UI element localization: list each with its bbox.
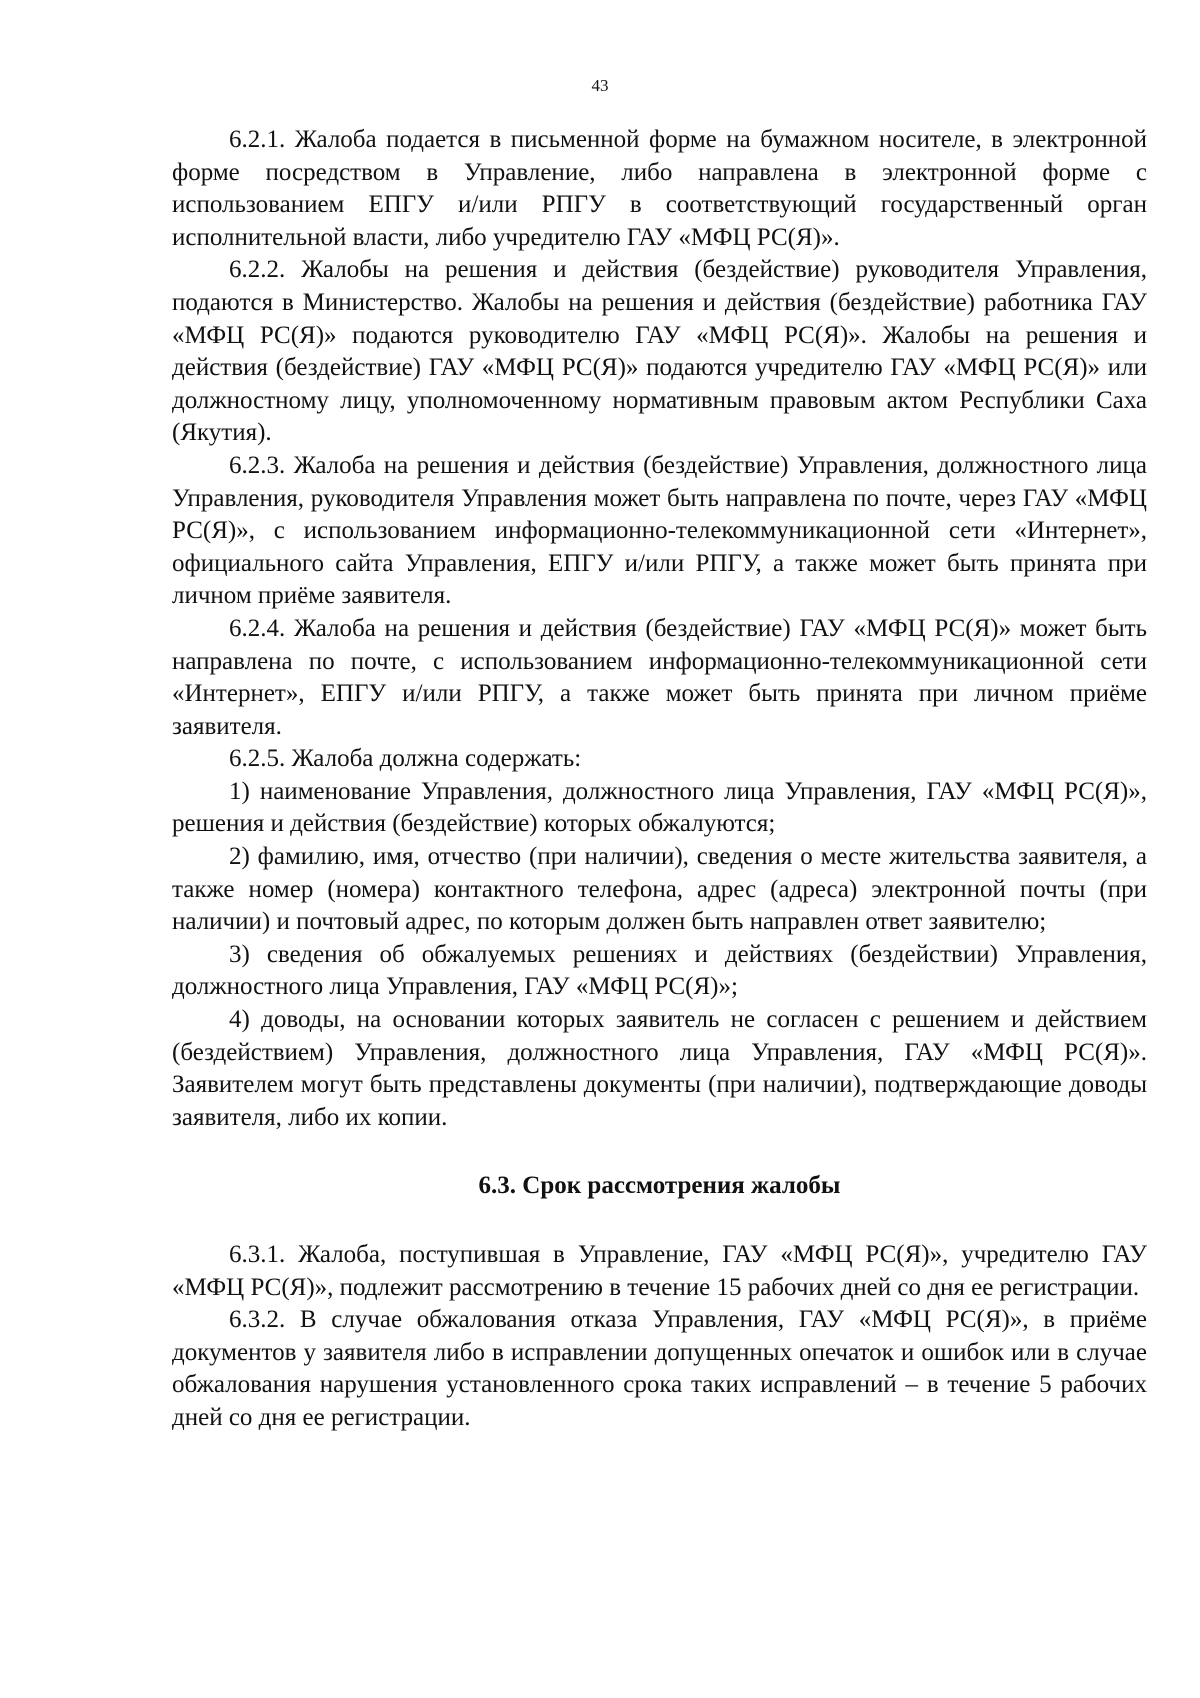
- paragraph-6-2-5: 6.2.5. Жалоба должна содержать:: [229, 745, 582, 773]
- paragraph-6-2-3: 6.2.3. Жалоба на решения и действия (бездействие) Управления, должностного лица Управления, руководителя Управления может быть направлена по почте, через ГАУ «МФЦ РС(Я)», с использованием информационно-телекоммуникационной сети «Интернет», официального сайта Управления, ЕПГУ и/или РПГУ, а также может быть принята при личном приёме заявителя.: [172, 451, 1147, 610]
- paragraph-6-2-2: 6.2.2. Жалобы на решения и действия (бездействие) руководителя Управления, подаются в Министерство. Жалобы на решения и действия (бездействие) работника ГАУ «МФЦ РС(Я)» подаются руководителю ГАУ «МФЦ РС(Я)». Жалобы на решения и действия (бездействие) ГАУ «МФЦ РС(Я)» подаются учредителю ГАУ «МФЦ РС(Я)» или должностному лицу, уполномоченному нормативным правовым актом Республики Саха (Якутия).: [172, 256, 1147, 447]
- list-item-4: 4) доводы, на основании которых заявитель не согласен с решением и действием (бездействием) Управления, должностного лица Управления, ГАУ «МФЦ РС(Я)». Заявителем могут быть представлены документы (при наличии), подтверждающие доводы заявителя, либо их копии.: [172, 1006, 1147, 1131]
- list-item-1: 1) наименование Управления, должностного лица Управления, ГАУ «МФЦ РС(Я)», решения и действия (бездействие) которых обжалуются;: [172, 777, 1147, 838]
- document-body: [172, 124, 1147, 1435]
- paragraph-6-2-4: 6.2.4. Жалоба на решения и действия (бездействие) ГАУ «МФЦ РС(Я)» может быть направлена по почте, с использованием информационно-телекоммуникационной сети «Интернет», ЕПГУ и/или РПГУ, а также может быть принята при личном приёме заявителя.: [172, 614, 1147, 740]
- list-item-3: 3) сведения об обжалуемых решениях и действиях (бездействии) Управления, должностного лица Управления, ГАУ «МФЦ РС(Я)»;: [172, 940, 1147, 1001]
- paragraph-6-2-1: 6.2.1. Жалоба подается в письменной форме на бумажном носителе, в электронной форме посредством в Управление, либо направлена в электронной форме с использованием ЕПГУ и/или РПГУ в соответствующий государственный орган исполнительной власти, либо учредителю ГАУ «МФЦ РС(Я)».: [172, 126, 1147, 251]
- section-heading: 6.3. Срок рассмотрения жалобы: [478, 1172, 841, 1200]
- paragraph-6-3-2: 6.3.2. В случае обжалования отказа Управления, ГАУ «МФЦ РС(Я)», в приёме документов у заявителя либо в исправлении допущенных опечаток и ошибок или в случае обжалования нарушения установленного срока таких исправлений – в течение 5 рабочих дней со дня ее регистрации.: [172, 1306, 1147, 1431]
- list-item-2: 2) фамилию, имя, отчество (при наличии), сведения о месте жительства заявителя, а также номер (номера) контактного телефона, адрес (адреса) электронной почты (при наличии) и почтовый адрес, по которым должен быть направлен ответ заявителю;: [172, 843, 1147, 936]
- page-number: 43: [591, 76, 609, 95]
- paragraph-6-3-1: 6.3.1. Жалоба, поступившая в Управление, ГАУ «МФЦ РС(Я)», учредителю ГАУ «МФЦ РС(Я)», подлежит рассмотрению в течение 15 рабочих дней со дня ее регистрации.: [172, 1241, 1147, 1301]
